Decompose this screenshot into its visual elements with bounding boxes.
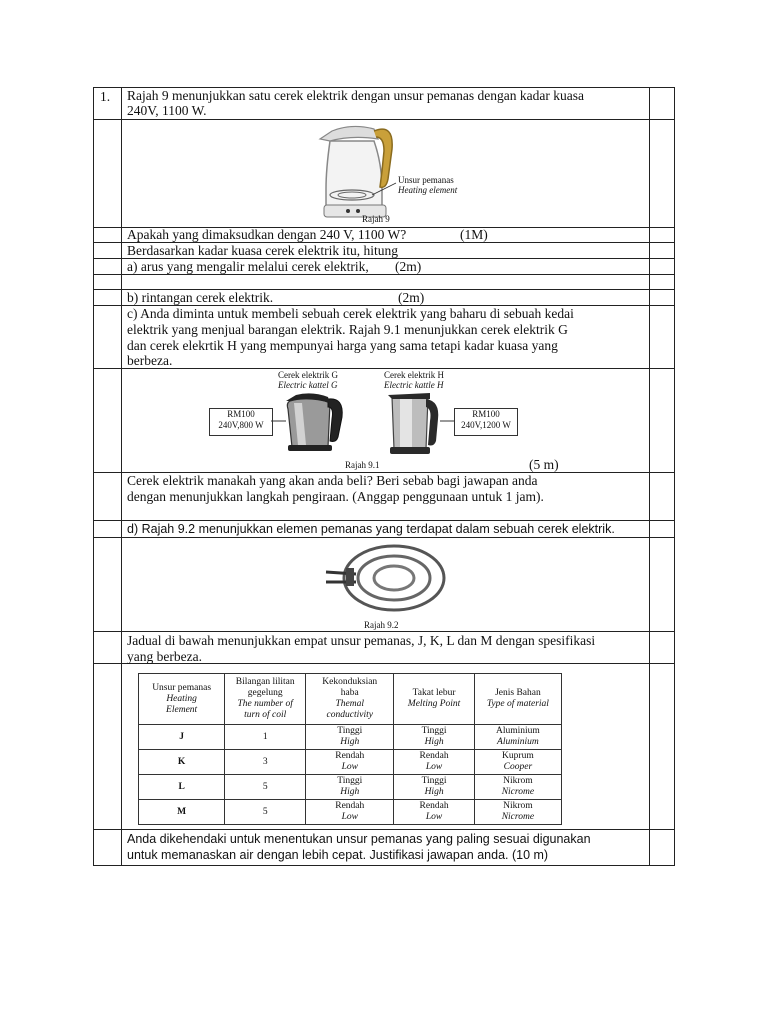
table-header-row	[139, 674, 562, 725]
heating-coil-icon	[316, 538, 452, 618]
cell-turns: 5	[225, 775, 306, 800]
figure-9-1-caption: Rajah 9.1	[345, 460, 380, 470]
question-c-line-1: c) Anda diminta untuk membeli sebuah cerek elektrik yang baharu di sebuah kedai	[127, 306, 574, 321]
question-number: 1.	[100, 89, 111, 104]
question-b-intro: Berdasarkan kadar kuasa cerek elektrik itu, hitung	[127, 243, 399, 258]
unsur-pemanas-label: Unsur pemanas	[398, 175, 454, 185]
heating-element-spec-table	[138, 673, 562, 825]
cell-melting: Rendah Low	[394, 750, 474, 775]
kettle-h-rating: 240V,1200 W	[461, 420, 511, 430]
kettle-g-icon	[282, 389, 346, 455]
cell-melting: Rendah Low	[394, 800, 474, 825]
kettle-icon	[312, 119, 462, 227]
cell-material: Nikrom Nicrome	[474, 775, 561, 800]
cell-turns: 5	[225, 800, 306, 825]
figure-9-caption: Rajah 9	[362, 214, 390, 224]
kettle-g-price: RM100	[227, 409, 255, 419]
heating-element-label: Heating element	[398, 185, 458, 195]
cell-element: K	[139, 750, 225, 775]
table-row	[139, 800, 562, 825]
question-c-marks: (5 m)	[529, 457, 559, 472]
intro-line-1: Rajah 9 menunjukkan satu cerek elektrik dengan unsur pemanas dengan kadar kuasa	[127, 88, 584, 103]
column-divider	[121, 87, 122, 866]
question-a: Apakah yang dimaksudkan dengan 240 V, 1100 W?	[127, 227, 407, 242]
row-divider	[93, 368, 675, 369]
header-material-type: Jenis Bahan Type of material	[474, 674, 561, 725]
figure-9-2-caption: Rajah 9.2	[364, 620, 399, 630]
column-divider	[649, 87, 650, 866]
question-c-line-2: elektrik yang menjual barangan elektrik. Rajah 9.1 menunjukkan cerek elektrik G	[127, 322, 568, 337]
question-a-marks: (1M)	[460, 227, 488, 242]
header-thermal-conductivity: Kekonduksian haba Themal conductivity	[306, 674, 394, 725]
final-question-line-2: untuk memanaskan air dengan lebih cepat. Justifikasi jawapan anda. (10 m)	[127, 848, 549, 862]
kettle-h-title-en: Electric kattle H	[384, 380, 444, 390]
kettle-h-price: RM100	[472, 409, 500, 419]
kettle-g-title: Cerek elektrik G	[278, 370, 338, 380]
header-heating-element: Unsur pemanas Heating Element	[139, 674, 225, 725]
kettle-h-title: Cerek elektrik H	[384, 370, 444, 380]
cell-conductivity: Tinggi High	[306, 725, 394, 750]
question-c2-line-1: Cerek elektrik manakah yang akan anda beli? Beri sebab bagi jawapan anda	[127, 473, 538, 488]
cell-conductivity: Rendah Low	[306, 800, 394, 825]
table-row	[139, 775, 562, 800]
figure-9-kettle-image	[312, 119, 462, 227]
question-c-line-3: dan cerek elekrtik H yang mempunyai harga yang sama tetapi kadar kuasa yang	[127, 338, 558, 353]
kettle-g-spec-box	[209, 408, 273, 436]
cell-material: Kuprum Cooper	[474, 750, 561, 775]
row-divider	[93, 631, 675, 632]
cell-element: J	[139, 725, 225, 750]
row-divider	[93, 829, 675, 830]
table-intro-line-1: Jadual di bawah menunjukkan empat unsur pemanas, J, K, L dan M dengan spesifikasi	[127, 633, 596, 648]
question-b1: a) arus yang mengalir melalui cerek elektrik,	[127, 259, 369, 274]
final-question-line-1: Anda dikehendaki untuk menentukan unsur pemanas yang paling sesuai digunakan	[127, 832, 591, 846]
question-c-line-4: berbeza.	[127, 353, 173, 368]
question-d: d) Rajah 9.2 menunjukkan elemen pemanas yang terdapat dalam sebuah cerek elektrik.	[127, 522, 615, 536]
header-melting-point: Takat lebur Melting Point	[394, 674, 474, 725]
cell-conductivity: Rendah Low	[306, 750, 394, 775]
cell-melting: Tinggi High	[394, 775, 474, 800]
header-coil-turns: Bilangan lilitan gegelung The number of turn of coil	[225, 674, 306, 725]
intro-line-2: 240V, 1100 W.	[127, 103, 207, 118]
table-intro-line-2: yang berbeza.	[127, 649, 202, 664]
cell-turns: 1	[225, 725, 306, 750]
kettle-h-spec-box	[454, 408, 518, 436]
cell-element: L	[139, 775, 225, 800]
question-b2: b) rintangan cerek elektrik.	[127, 290, 274, 305]
kettle-g-rating: 240V,800 W	[218, 420, 264, 430]
kettle-h-icon	[382, 389, 444, 457]
cell-material: Aluminium Aluminium	[474, 725, 561, 750]
cell-element: M	[139, 800, 225, 825]
kettle-g-title-en: Electric kattel G	[278, 380, 338, 390]
figure-9-2-coil-image	[316, 538, 452, 618]
cell-melting: Tinggi High	[394, 725, 474, 750]
cell-turns: 3	[225, 750, 306, 775]
kettle-h-image	[382, 389, 444, 457]
cell-conductivity: Tinggi High	[306, 775, 394, 800]
question-b1-marks: (2m)	[395, 259, 422, 274]
table-row	[139, 750, 562, 775]
kettle-g-image	[282, 389, 346, 455]
question-c2-line-2: dengan menunjukkan langkah pengiraan. (Anggap penggunaan untuk 1 jam).	[127, 489, 544, 504]
table-row	[139, 725, 562, 750]
cell-material: Nikrom Nicrome	[474, 800, 561, 825]
question-b2-marks: (2m)	[398, 290, 425, 305]
